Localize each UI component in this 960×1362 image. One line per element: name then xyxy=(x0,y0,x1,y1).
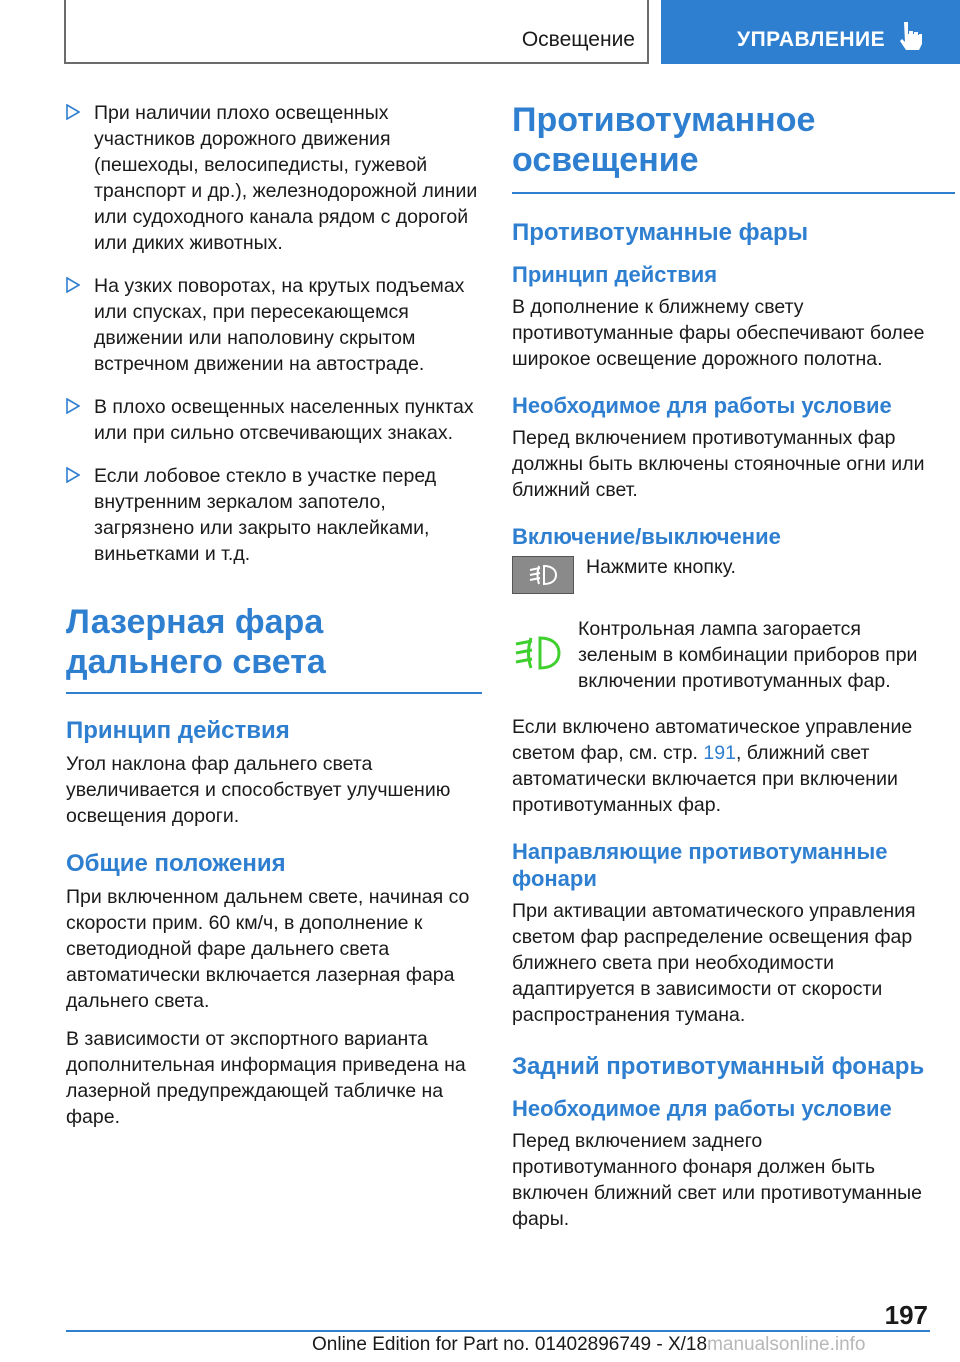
laser-section-title: Лазерная фара дальнего света xyxy=(66,603,326,681)
front-fog-heading: Противотуманные фары xyxy=(512,219,809,246)
auto-light-text: Если включено автоматическое управление светом фар, см. стр. 191, ближний свет автоматически включается при включении противотуманных фар. xyxy=(512,716,913,816)
list-item xyxy=(66,463,482,567)
fog-lamp-indicator-icon xyxy=(512,634,564,672)
front-fog-condition-heading: Необходимое для работы условие xyxy=(512,393,892,418)
hand-pointer-icon xyxy=(897,20,923,50)
section-divider xyxy=(66,692,482,694)
list-item xyxy=(66,394,482,446)
rear-fog-condition-text: Перед включением заднего противотуманного фонаря должен быть включен ближний свет или противотуманные фары. xyxy=(512,1130,923,1230)
watermark: manualsonline.info xyxy=(707,1334,866,1355)
fog-section-title: Противотуманное освещение xyxy=(512,101,816,179)
chapter-title: УПРАВЛЕНИЕ xyxy=(737,28,886,51)
triangle-bullet-icon xyxy=(66,104,80,120)
laser-general-heading: Общие положения xyxy=(66,850,286,877)
right-column xyxy=(512,100,930,1244)
list-item-text: При наличии плохо освещенных участников дорожного движения (пешеходы, велосипедисты, гужевой транспорт и др.), железнодорожной линии или судоходного канала рядом с дорогой или диких животных. xyxy=(94,102,478,254)
section-divider xyxy=(512,192,955,194)
front-fog-switch-heading: Включение/выключение xyxy=(512,524,781,549)
adaptive-fog-heading: Направляющие противотуманные фонари xyxy=(512,839,888,891)
list-item xyxy=(66,273,482,377)
laser-principle-text: Угол наклона фар дальнего света увеличивается и способствует улучшению освещения дороги. xyxy=(66,753,451,827)
list-item-text: Если лобовое стекло в участке перед внутренним зеркалом запотело, загрязнено или закрыто наклейками, виньетками и т.д. xyxy=(94,465,437,565)
left-column xyxy=(66,100,482,1142)
list-item-text: В плохо освещенных населенных пунктах или при сильно отсвечивающих знаках. xyxy=(94,396,474,444)
footer-divider xyxy=(66,1330,930,1332)
indicator-lamp-text: Контрольная лампа загорается зеленым в комбинации приборов при включении противотуманных фар. xyxy=(578,618,918,692)
fog-light-button-image xyxy=(512,556,574,594)
page-number: 197 xyxy=(884,1300,928,1330)
rear-fog-condition-heading: Необходимое для работы условие xyxy=(512,1096,892,1121)
footer-edition: Online Edition for Part no. 01402896749 - X/18manualsonline.info xyxy=(312,1334,866,1355)
triangle-bullet-icon xyxy=(66,398,80,414)
laser-general-text-1: При включенном дальнем свете, начиная со скорости прим. 60 км/ч, в дополнение к светодиодной фаре дальнего света автоматически включается лазерная фара дальнего света. xyxy=(66,886,470,1012)
triangle-bullet-icon xyxy=(66,467,80,483)
triangle-bullet-icon xyxy=(66,277,80,293)
list-item-text: На узких поворотах, на крутых подъемах или спусках, при пересекающемся движении или наполовину скрытом встречном движении на автостраде. xyxy=(94,275,465,375)
rear-fog-heading: Задний противотуманный фонарь xyxy=(512,1053,925,1080)
page-reference-link[interactable]: 191 xyxy=(703,742,736,764)
fog-lamp-icon xyxy=(526,563,560,587)
indicator-lamp-image xyxy=(512,616,578,677)
front-fog-principle-heading: Принцип действия xyxy=(512,262,718,287)
front-fog-principle-text: В дополнение к ближнему свету противотуманные фары обеспечивают более широкое освещение дорожного полотна. xyxy=(512,296,925,370)
indicator-lamp-row xyxy=(512,616,930,706)
adaptive-fog-text: При активации автоматического управления светом фар распределение освещения фар ближнего света при необходимости адаптируется в зависимости от скорости распространения тумана. xyxy=(512,900,916,1026)
press-button-row xyxy=(512,556,930,594)
header-section-tab xyxy=(64,0,649,64)
press-button-text: Нажмите кнопку. xyxy=(586,556,736,578)
header-chapter-tab[interactable] xyxy=(661,0,960,64)
laser-principle-heading: Принцип действия xyxy=(66,717,290,744)
section-title: Освещение xyxy=(521,28,635,51)
laser-general-text-2: В зависимости от экспортного варианта дополнительная информация приведена на лазерной предупреждающей табличке на фаре. xyxy=(66,1028,466,1128)
list-item xyxy=(66,100,482,256)
front-fog-condition-text: Перед включением противотуманных фар должны быть включены стояночные огни или ближний свет. xyxy=(512,427,925,501)
